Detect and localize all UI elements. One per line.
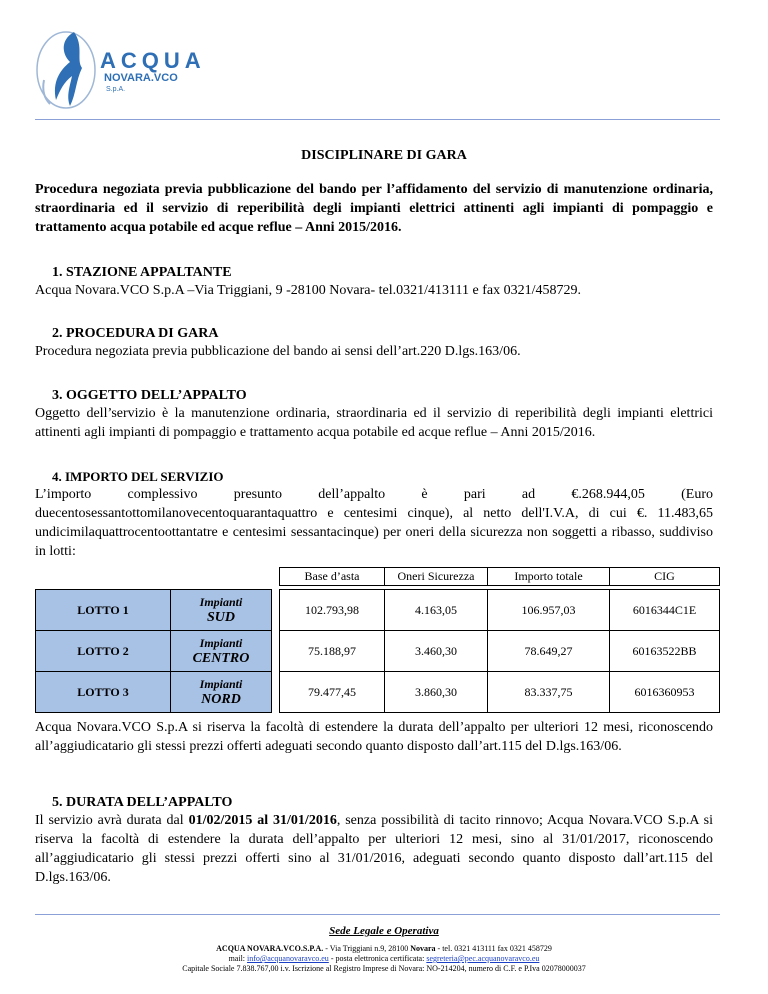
oneri-cell: 3.460,30 [385, 631, 488, 672]
cig-cell: 6016344C1E [610, 590, 720, 631]
logo-subtitle: NOVARA.VCO [104, 72, 178, 84]
section-5-body-pre: Il servizio avrà durata dal [35, 813, 189, 828]
header-rule [35, 119, 720, 120]
cig-cell: 6016360953 [610, 672, 720, 713]
column-header: Oneri Sicurezza [385, 568, 488, 586]
section-5-dates: 01/02/2015 al 31/01/2016 [188, 813, 337, 828]
lotti-table [35, 567, 720, 713]
impianti-text: Impianti [199, 595, 243, 609]
oneri-cell: 3.860,30 [385, 672, 488, 713]
company-logo [30, 20, 230, 115]
impianti-label [171, 590, 272, 631]
area-text: NORD [201, 692, 241, 707]
totale-cell: 78.649,27 [488, 631, 610, 672]
footer-mail-label: mail: [228, 954, 248, 963]
lotto-label: LOTTO 1 [36, 590, 171, 631]
cig-cell: 60163522BB [610, 631, 720, 672]
intro-paragraph: Procedura negoziata previa pubblicazione del bando per l’affidamento del servizio di manutenzione ordinaria, straordinaria ed il servizio di reperibilità degli impianti elettrici attinenti agli impianti di pompaggio e trattamento acqua potabile ed acque reflue – Anni 2015/2016. [35, 182, 713, 235]
table-header-row [36, 568, 720, 586]
footer-street: - Via Triggiani n.9, 28100 [323, 944, 411, 953]
oneri-cell: 4.163,05 [385, 590, 488, 631]
section-1-body: Acqua Novara.VCO S.p.A –Via Triggiani, 9 -28100 Novara- tel.0321/413111 e fax 0321/458729. [35, 283, 581, 298]
footer-contacts [0, 954, 768, 963]
section-4-extension: Acqua Novara.VCO S.p.A si riserva la facoltà di estendere la durata dell’appalto per ulteriori 12 mesi, riconoscendo all’aggiudicatario gli stessi prezzi offerti adeguati secondo quanto disposto dall’art.115 del D.lgs.163/06. [35, 720, 713, 754]
logo-name: ACQUA [100, 48, 206, 73]
column-header: CIG [610, 568, 720, 586]
column-header: Base d’asta [280, 568, 385, 586]
footer-rule [35, 914, 720, 915]
footer-pec-link[interactable]: segreteria@pec.acquanovaravco.eu [426, 954, 540, 963]
column-header: Importo totale [488, 568, 610, 586]
impianti-text: Impianti [199, 636, 243, 650]
impianti-label [171, 631, 272, 672]
table-row [36, 672, 720, 713]
totale-cell: 83.337,75 [488, 672, 610, 713]
footer-company: ACQUA NOVARA.VCO.S.P.A. [216, 944, 324, 953]
section-2-body: Procedura negoziata previa pubblicazione del bando ai sensi dell’art.220 D.lgs.163/06. [35, 344, 521, 359]
page-title: DISCIPLINARE DI GARA [301, 148, 467, 163]
table-row [36, 631, 720, 672]
section-3-body: Oggetto dell’servizio è la manutenzione ordinaria, straordinaria ed il servizio di reperibilità degli impianti elettrici attinenti agli impianti di pompaggio e trattamento acqua potabile ed acque reflue – Anni 2015/2016. [35, 406, 713, 440]
section-5-body-post: , senza possibilità di tacito rinnovo; Acqua Novara.VCO S.p.A si riserva la facoltà di estendere la durata dell’appalto per ulteriori 12 mesi, sino al 31/01/2017, riconoscendo all’aggiudicatario gli stessi prezzi offerti sino al 31/01/2016, adeguati secondo quanto disposto dall’art.115 del D.lgs.163/06. [35, 813, 714, 885]
footer-city: Novara [410, 944, 436, 953]
footer-phone: - tel. 0321 413111 fax 0321 458729 [435, 944, 552, 953]
section-4-heading: 4. IMPORTO DEL SERVIZIO [52, 469, 224, 484]
lotto-label: LOTTO 3 [36, 672, 171, 713]
section-5-heading: 5. DURATA DELL’APPALTO [52, 795, 233, 810]
totale-cell: 106.957,03 [488, 590, 610, 631]
base-asta-cell: 75.188,97 [280, 631, 385, 672]
footer-registry: Capitale Sociale 7.838.767,00 i.v. Iscrizione al Registro Imprese di Novara: NO-214204, numero di C.F. e P.Iva 02078000037 [182, 964, 586, 973]
base-asta-cell: 79.477,45 [280, 672, 385, 713]
section-1-heading: 1. STAZIONE APPALTANTE [52, 265, 232, 280]
footer-address [0, 944, 768, 953]
area-text: SUD [206, 610, 235, 625]
section-4-body: L’importo complessivo presunto dell’appalto è pari ad €.268.944,05 (Euro duecentosessantottomilanovecentoquarantaquattro e centesimi cinque), al netto dell'I.V.A, di cui €. 11.483,65 undicimilaquattrocentoottantatre e centesimi sessantacinque) per oneri della sicurezza non soggetti a ribasso, suddiviso in lotti: [35, 487, 713, 559]
lotto-label: LOTTO 2 [36, 631, 171, 672]
impianti-text: Impianti [199, 677, 243, 691]
base-asta-cell: 102.793,98 [280, 590, 385, 631]
table-row [36, 590, 720, 631]
footer-email-link[interactable]: info@acquanovaravco.eu [247, 954, 329, 963]
section-2-heading: 2. PROCEDURA DI GARA [52, 326, 219, 341]
logo-lake-icon [30, 20, 110, 115]
footer-pec-label: - posta elettronica certificata: [328, 954, 427, 963]
footer-title: Sede Legale e Operativa [329, 925, 439, 937]
impianti-label [171, 672, 272, 713]
section-3-heading: 3. OGGETTO DELL’APPALTO [52, 388, 247, 403]
section-5-body [35, 811, 713, 887]
logo-spa: S.p.A. [106, 86, 126, 93]
area-text: CENTRO [192, 651, 250, 666]
